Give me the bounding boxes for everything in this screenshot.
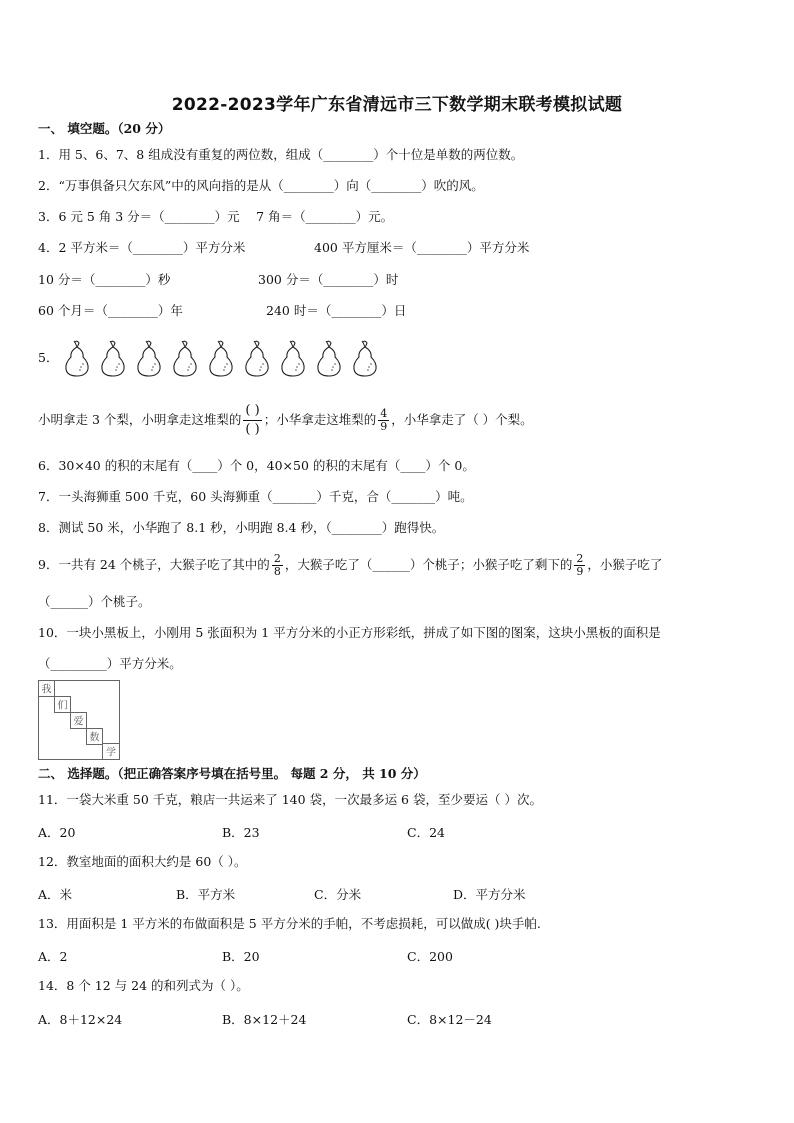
q13-option-b[interactable]: B．20 <box>222 949 260 964</box>
question-3: 3．6 元 5 角 3 分＝（________）元 7 角＝（________）元。 <box>38 209 394 224</box>
denominator: 9 <box>380 420 388 433</box>
pear-icon <box>314 339 344 377</box>
question-10: 10．一块小黑板上，小刚用 5 张面积为 1 平方分米的小正方形彩纸，拼成了如下图的图案，这块小黑板的面积是 <box>38 625 661 640</box>
question-4b: 400 平方厘米＝（________）平方分米 <box>314 240 530 255</box>
pear-icon <box>170 339 200 377</box>
staircase-grid-figure <box>38 680 120 760</box>
pear-icon <box>206 339 236 377</box>
question-4d: 300 分＝（________）时 <box>258 272 399 287</box>
section-1-heading: 一、 填空题。（20 分） <box>38 121 171 136</box>
question-5-text <box>38 400 533 440</box>
question-9-part-a: 9．一共有 24 个桃子，大猴子吃了其中的 <box>38 557 270 572</box>
grid-char: 数 <box>89 732 100 744</box>
q13-option-a[interactable]: A．2 <box>38 949 68 964</box>
pear-image-row <box>62 338 386 378</box>
pear-icon <box>98 339 128 377</box>
fraction-4-9 <box>378 408 389 433</box>
question-4e: 60 个月＝（________）年 <box>38 303 183 318</box>
grid-char: 爱 <box>73 716 84 728</box>
question-6: 6．30×40 的积的末尾有（____）个 0，40×50 的积的末尾有（____）个 0。 <box>38 458 475 473</box>
page-title: 2022-2023学年广东省清远市三下数学期末联考模拟试题 <box>171 95 623 115</box>
question-4a: 4．2 平方米＝（________）平方分米 <box>38 240 246 255</box>
q11-option-b[interactable]: B．23 <box>222 825 260 840</box>
blank-denominator: ( ) <box>245 422 260 437</box>
q14-option-a[interactable]: A．8＋12×24 <box>38 1012 123 1027</box>
q12-option-a[interactable]: A．米 <box>38 887 73 902</box>
section-2-heading: 二、 选择题。（把正确答案序号填在括号里。 每题 2 分， 共 10 分） <box>38 766 426 781</box>
blank-fraction <box>243 402 261 439</box>
question-9-text <box>38 548 662 582</box>
pear-icon <box>242 339 272 377</box>
numerator: 4 <box>380 407 388 420</box>
pear-icon <box>350 339 380 377</box>
q14-option-c[interactable]: C．8×12－24 <box>407 1012 492 1027</box>
pear-icon <box>134 339 164 377</box>
pear-icon <box>62 339 92 377</box>
denominator: 9 <box>576 565 584 578</box>
question-14: 14．8 个 12 与 24 的和列式为（ ）。 <box>38 978 249 993</box>
question-13: 13．用面积是 1 平方米的布做面积是 5 平方分米的手帕，不考虑损耗，可以做成( )块手帕. <box>38 916 541 931</box>
question-4c: 10 分＝（________）秒 <box>38 272 171 287</box>
question-5-part-c: ，小华拿走了（ ）个梨。 <box>391 412 533 427</box>
question-2: 2．“万事俱备只欠东风”中的风向指的是从（________）向（________）吹的风。 <box>38 178 484 193</box>
question-9-continued: （______）个桃子。 <box>38 594 151 609</box>
numerator: 2 <box>273 552 281 565</box>
numerator: 2 <box>576 552 584 565</box>
question-4f: 240 时＝（________）日 <box>266 303 407 318</box>
q13-option-c[interactable]: C．200 <box>407 949 453 964</box>
q12-option-b[interactable]: B．平方米 <box>176 887 236 902</box>
question-9-part-c: ，小猴子吃了 <box>587 557 663 572</box>
question-10-continued: （_________）平方分米。 <box>38 656 182 671</box>
fraction-2-9 <box>574 553 585 578</box>
denominator: 8 <box>273 565 281 578</box>
question-5-part-b: ；小华拿走这堆梨的 <box>263 412 377 427</box>
question-5-part-a: 小明拿走 3 个梨，小明拿走这堆梨的 <box>38 412 242 427</box>
q12-option-c[interactable]: C．分米 <box>314 887 362 902</box>
q11-option-a[interactable]: A．20 <box>38 825 76 840</box>
q12-option-d[interactable]: D．平方分米 <box>453 887 526 902</box>
grid-char: 我 <box>41 684 52 696</box>
grid-char: 们 <box>57 700 68 712</box>
blank-numerator: ( ) <box>245 403 260 418</box>
question-1: 1．用 5、6、7、8 组成没有重复的两位数，组成（________）个十位是单数的两位数。 <box>38 147 524 162</box>
grid-char: 学 <box>106 747 116 759</box>
question-7: 7．一头海狮重 500 千克，60 头海狮重（_______）千克，合（_______）吨。 <box>38 489 473 504</box>
q14-option-b[interactable]: B．8×12＋24 <box>222 1012 307 1027</box>
question-9-part-b: ，大猴子吃了（______）个桃子；小猴子吃了剩下的 <box>284 557 573 572</box>
question-5-label: 5． <box>38 350 59 365</box>
fraction-2-8 <box>272 553 283 578</box>
pear-icon <box>278 339 308 377</box>
question-12: 12．教室地面的面积大约是 60（ ）。 <box>38 854 247 869</box>
question-11: 11．一袋大米重 50 千克，粮店一共运来了 140 袋，一次最多运 6 袋，至少要运（ ）次。 <box>38 792 542 807</box>
q11-option-c[interactable]: C．24 <box>407 825 445 840</box>
question-8: 8．测试 50 米，小华跑了 8.1 秒，小明跑 8.4 秒，（________）跑得快。 <box>38 520 445 535</box>
